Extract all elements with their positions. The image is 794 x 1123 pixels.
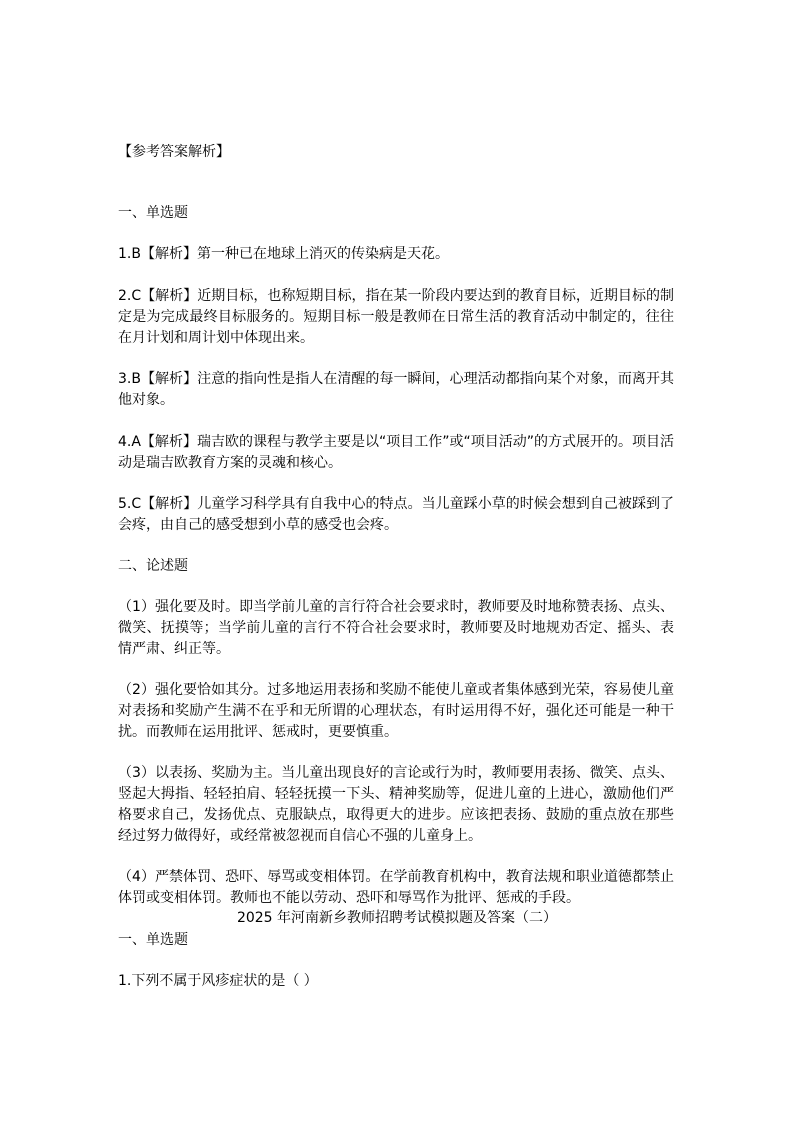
next-section-heading: 一、单选题 bbox=[118, 932, 188, 948]
answer-item-5: 5.C【解析】儿童学习科学具有自我中心的特点。当儿童踩小草的时候会想到自己被踩到了会疼，由自己的感受想到小草的感受也会疼。 bbox=[118, 496, 674, 533]
answer-item-3: 3.B【解析】注意的指向性是指人在清醒的每一瞬间，心理活动都指向某个对象，而离开其他对象。 bbox=[118, 371, 674, 408]
answer-heading: 【参考答案解析】 bbox=[118, 144, 230, 160]
answer-item-2: 2.C【解析】近期目标，也称短期目标，指在某一阶段内要达到的教育目标，近期目标的制定是为完成最终目标服务的。短期目标一般是教师在日常生活的教育活动中制定的，往往在月计划和周计划中体现出来。 bbox=[118, 288, 674, 346]
essay-point-2: （2）强化要恰如其分。过多地运用表扬和奖励不能使儿童或者集体感到光荣，容易使儿童对表扬和奖励产生满不在乎和无所谓的心理状态，有时运用得不好，强化还可能是一种干扰。而教师在运用批评、惩戒时，更要慎重。 bbox=[118, 682, 674, 740]
answer-item-1: 1.B【解析】第一种已在地球上消灭的传染病是天花。 bbox=[118, 246, 449, 262]
section-heading-essay: 二、论述题 bbox=[118, 558, 188, 574]
next-question-1: 1.下列不属于风疹症状的是（ ） bbox=[118, 973, 318, 989]
next-exam-title: 2025 年河南新乡教师招聘考试模拟题及答案（二） bbox=[236, 910, 558, 926]
section-heading-single-choice: 一、单选题 bbox=[118, 205, 188, 221]
essay-point-3: （3）以表扬、奖励为主。当儿童出现良好的言论或行为时，教师要用表扬、微笑、点头、竖起大拇指、轻轻拍肩、轻轻抚摸一下头、精神奖励等，促进儿童的上进心，激励他们严格要求自己，发扬优点、克服缺点，取得更大的进步。应该把表扬、鼓励的重点放在那些经过努力做得好，或经常被忽视而自信心不强的儿童身上。 bbox=[118, 765, 674, 844]
essay-point-1: （1）强化要及时。即当学前儿童的言行符合社会要求时，教师要及时地称赞表扬、点头、微笑、抚摸等；当学前儿童的言行不符合社会要求时，教师要及时地规劝否定、摇头、表情严肃、纠正等。 bbox=[118, 599, 674, 657]
essay-point-4: （4）严禁体罚、恐吓、辱骂或变相体罚。在学前教育机构中，教育法规和职业道德都禁止体罚或变相体罚。教师也不能以劳动、恐吓和辱骂作为批评、惩戒的手段。 bbox=[118, 869, 674, 906]
answer-item-4: 4.A【解析】瑞吉欧的课程与教学主要是以“项目工作”或“项目活动”的方式展开的。项目活动是瑞吉欧教育方案的灵魂和核心。 bbox=[118, 434, 674, 471]
